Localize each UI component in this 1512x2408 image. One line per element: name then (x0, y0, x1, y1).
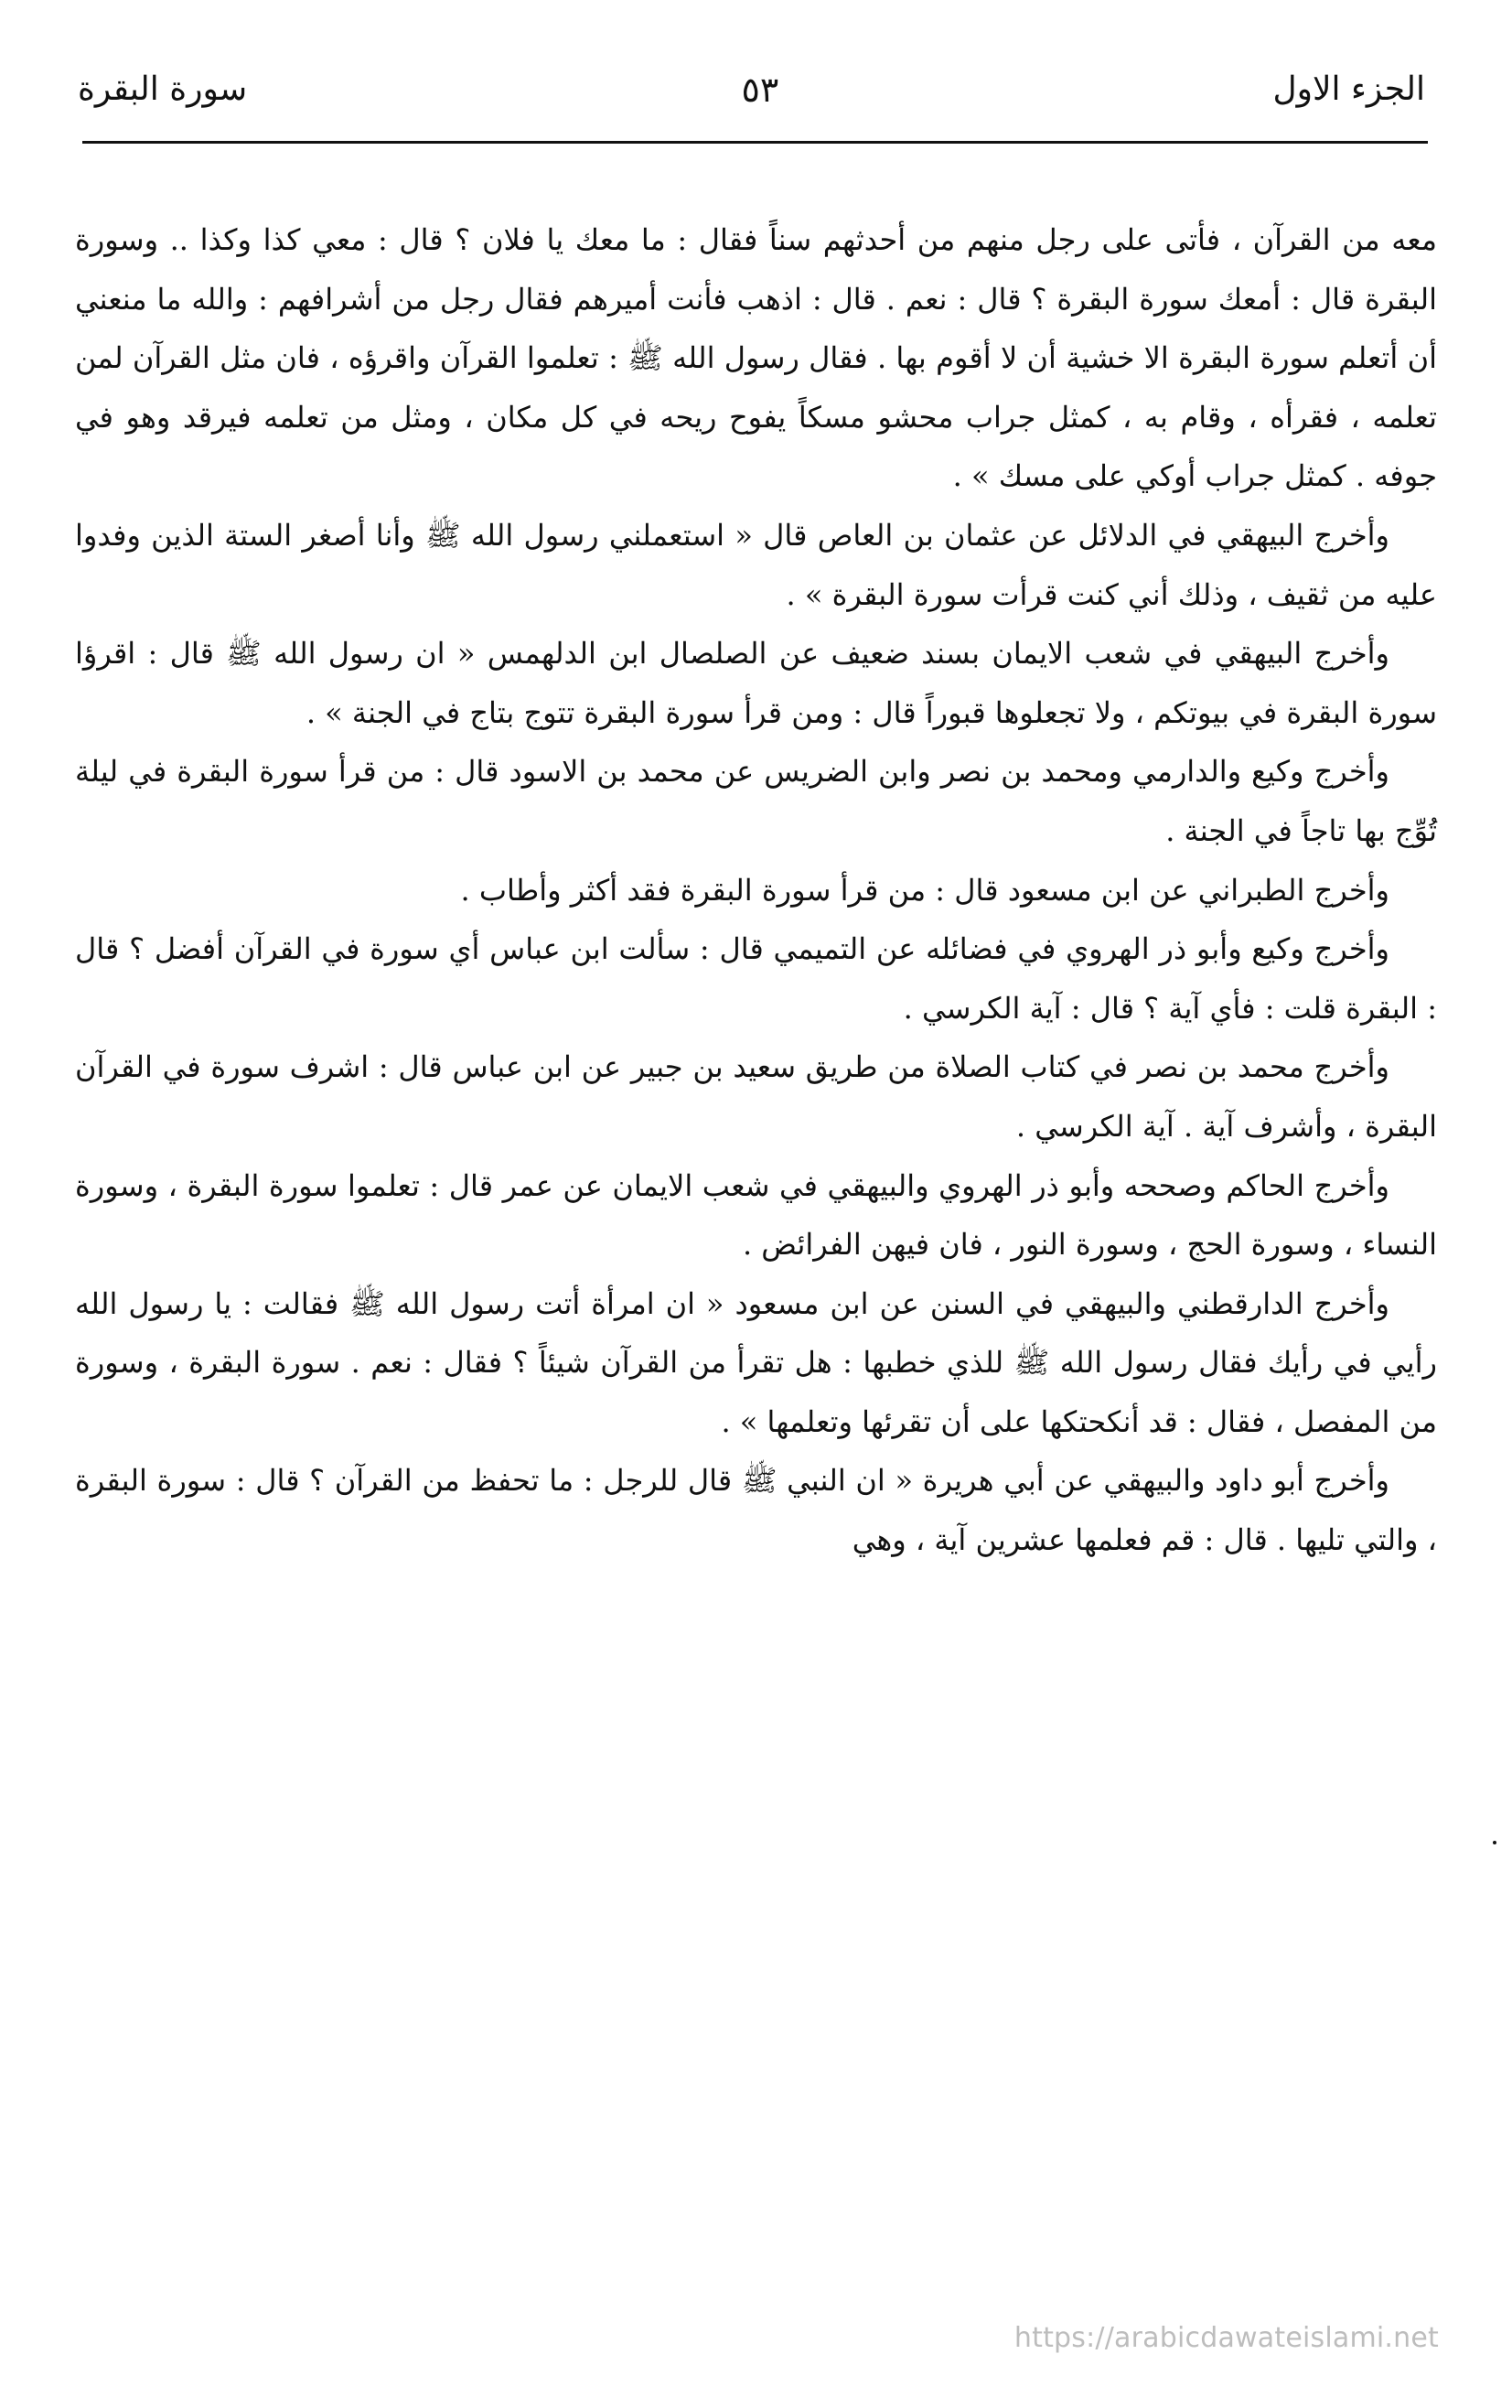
paragraph-1: معه من القرآن ، فأتى على رجل منهم من أحدثهم سناً فقال : ما معك يا فلان ؟ قال : معي كذا وكذا .. وسورة البقرة قال : أمعك سورة البقرة ؟ قال : نعم . قال : اذهب فأنت أميرهم فقال رجل من أشرافهم : والله ما منعني أن أتعلم سورة البقرة الا خشية أن لا أقوم بها . فقال رسول الله ﷺ : تعلموا القرآن واقرؤه ، فان مثل القرآن لمن تعلمه ، فقرأه ، وقام به ، كمثل جراب محشو مسكاً يفوح ريحه في كل مكان ، ومثل من تعلمه فيرقد وهو في جوفه . كمثل جراب أوكي على مسك » . (75, 222, 1438, 494)
scan-speck (1493, 1841, 1496, 1844)
paragraph-6: وأخرج وكيع وأبو ذر الهروي في فضائله عن التميمي قال : سألت ابن عباس أي سورة في القرآن أفضل ؟ قال : البقرة قلت : فأي آية ؟ قال : آية الكرسي . (75, 931, 1437, 1026)
header-divider (82, 141, 1428, 144)
page-body-text (75, 210, 1437, 2287)
site-watermark: https://arabicdawateislami.net (1013, 2322, 1439, 2354)
paragraph-10: وأخرج أبو داود والبيهقي عن أبي هريرة « ان النبي ﷺ قال للرجل : ما تحفظ من القرآن ؟ قال : سورة البقرة ، والتي تليها . قال : قم فعلمها عشرين آية ، وهي (75, 1463, 1437, 1558)
paragraph-5: وأخرج الطبراني عن ابن مسعود قال : من قرأ سورة البقرة فقد أكثر وأطاب . (460, 872, 1389, 908)
paragraph-2: وأخرج البيهقي في الدلائل عن عثمان بن العاص قال « استعملني رسول الله ﷺ وأنا أصغر الستة الذين وفدوا عليه من ثقيف ، وذلك أني كنت قرأت سورة البقرة » . (75, 517, 1437, 612)
paragraph-9: وأخرج الدارقطني والبيهقي في السنن عن ابن مسعود « ان امرأة أتت رسول الله ﷺ فقالت : يا رسول الله رأيي في رأيك فقال رسول الله ﷺ للذي خطبها : هل تقرأ من القرآن شيئاً ؟ فقال : نعم . سورة البقرة ، وسورة من المفصل ، فقال : قد أنكحتكها على أن تقرئها وتعلمها » . (75, 1285, 1438, 1439)
paragraph-4: وأخرج وكيع والدارمي ومحمد بن نصر وابن الضريس عن محمد بن الاسود قال : من قرأ سورة البقرة في ليلة تُوِّج بها تاجاً في الجنة . (75, 754, 1437, 848)
header-juz-label: الجزء الاول (1272, 70, 1425, 108)
paragraph-3: وأخرج البيهقي في شعب الايمان بسند ضعيف عن الصلصال ابن الدلهمس « ان رسول الله ﷺ قال : اقرؤا سورة البقرة في بيوتكم ، ولا تجعلوها قبوراً قال : ومن قرأ سورة البقرة تتوج بتاج في الجنة » . (75, 636, 1437, 730)
paragraph-7: وأخرج محمد بن نصر في كتاب الصلاة من طريق سعيد بن جبير عن ابن عباس قال : اشرف سورة في القرآن البقرة ، وأشرف آية . آية الكرسي . (75, 1049, 1437, 1144)
paragraph-8: وأخرج الحاكم وصححه وأبو ذر الهروي والبيهقي في شعب الايمان عن عمر قال : تعلموا سورة البقرة ، وسورة النساء ، وسورة الحج ، وسورة النور ، فان فيهن الفرائض . (75, 1167, 1437, 1263)
page-number: ٥٣ (741, 70, 779, 110)
running-header (78, 53, 1425, 126)
header-surah-label: سورة البقرة (78, 70, 248, 108)
